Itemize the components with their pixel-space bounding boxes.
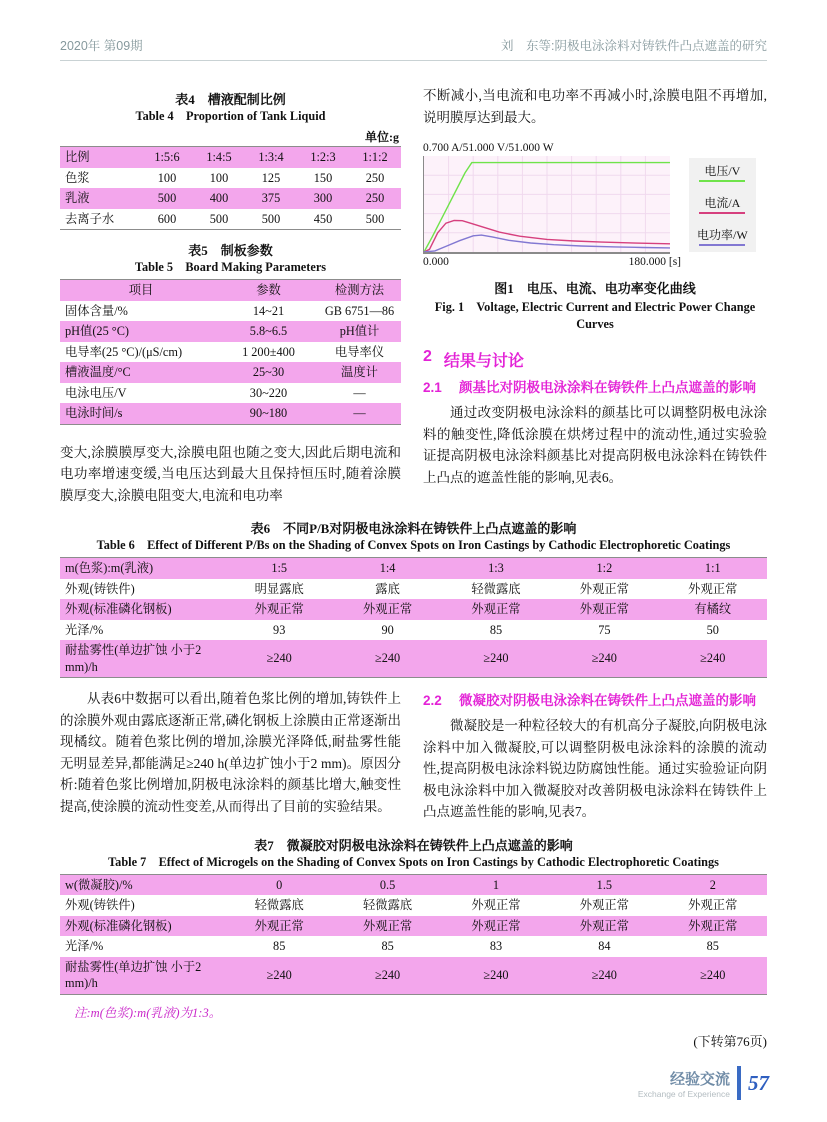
paragraph-sec22: 微凝胶是一种粒径较大的有机高分子凝胶,向阴极电泳涂料中加入微凝胶,可以调整阴极电泳涂料的涂膜的流动性,提高阴极电泳涂料锐边防腐蚀性能。通过实验验证向阴极电泳涂料中加入微凝胶对改善阴极电泳涂料在铸铁件上凸点遮盖性能的影响,见表7。 xyxy=(423,718,767,819)
cell: 250 xyxy=(365,170,385,185)
table-row xyxy=(60,321,401,342)
header-cell: 1:2:3 xyxy=(310,150,336,164)
table4-title-en: Table 4 Proportion of Tank Liquid xyxy=(135,109,326,123)
cell: 500 xyxy=(261,211,281,226)
header-cell: 项目 xyxy=(128,283,154,297)
table4-unit: 单位:g xyxy=(365,130,399,144)
cell: 耐盐雾性(单边扩蚀 小于2 mm)/h xyxy=(65,643,202,674)
figure1-caption-en: Fig. 1 Voltage, Electric Current and Electric Power Change Curves xyxy=(434,300,756,331)
right-column xyxy=(423,85,767,506)
cell: ≥240 xyxy=(483,651,509,666)
cell: 600 xyxy=(157,211,177,226)
cell: 外观正常 xyxy=(688,898,738,912)
cell: 明显露底 xyxy=(254,581,304,596)
cell: 85 xyxy=(706,939,719,953)
cell: GB 6751—86 xyxy=(324,303,395,318)
table-row xyxy=(60,579,767,600)
cell: 温度计 xyxy=(341,365,378,379)
cell: ≥240 xyxy=(483,967,509,982)
table-row xyxy=(60,895,767,916)
cell: 乳液 xyxy=(65,191,90,205)
cell: 50 xyxy=(706,622,719,637)
table6-title-en: Table 6 Effect of Different P/Bs on the Shading of Convex Spots on Iron Castings by Cathodic Electrophoretic Coatings xyxy=(96,538,731,552)
header-cell: 1:1 xyxy=(704,561,721,575)
table-row xyxy=(60,936,767,957)
table-row xyxy=(60,403,401,424)
header-cell: 1:1:2 xyxy=(362,150,388,164)
cell: 露底 xyxy=(375,581,400,596)
cell: 外观正常 xyxy=(471,602,521,616)
cell: 去离子水 xyxy=(65,211,115,226)
cell: pH值(25 °C) xyxy=(65,324,130,338)
section-2-title: 结果与讨论 xyxy=(443,353,524,370)
table-row xyxy=(60,209,401,230)
content-band-2 xyxy=(60,688,767,823)
cell: 100 xyxy=(157,170,177,185)
cell: — xyxy=(353,385,366,400)
table5 xyxy=(60,279,401,425)
table7 xyxy=(60,874,767,995)
section-2-heading xyxy=(423,348,767,371)
cell: 外观正常 xyxy=(579,898,629,912)
table6-title-cn: 表6 不同P/B对阴极电泳涂料在铸铁件上凸点遮盖的影响 xyxy=(250,521,577,536)
header-cell: 比例 xyxy=(65,150,90,164)
paragraph-right-top: 不断减小,当电流和电功率不再减小时,涂膜电阻不再增加,说明膜厚达到最大。 xyxy=(423,88,767,125)
cell: 30~220 xyxy=(249,385,288,400)
header-cell: 参数 xyxy=(256,283,281,297)
paragraph-sec21: 通过改变阴极电泳涂料的颜基比可以调整阴极电泳涂料的触变性,降低涂膜在烘烤过程中的流动性,通过实验验证提高阴极电泳涂料颜基比对提高阴极电泳涂料在铸铁件上凸点的遮盖性能的影响,见表6。 xyxy=(423,405,767,485)
legend-label: 电功率/W xyxy=(697,228,748,242)
table4-title-cn: 表4 槽液配制比例 xyxy=(175,92,286,107)
cell: 外观正常 xyxy=(688,581,738,596)
cell: 84 xyxy=(598,939,611,953)
table-header-row xyxy=(60,280,401,301)
cell: 450 xyxy=(313,211,333,226)
cell: 耐盐雾性(单边扩蚀 小于2 mm)/h xyxy=(65,959,202,990)
table-row xyxy=(60,640,767,678)
chart-x-ticks xyxy=(423,256,681,268)
table7-title-cn: 表7 微凝胶对阴极电泳涂料在铸铁件上凸点遮盖的影响 xyxy=(254,837,573,853)
section-2-2-heading xyxy=(423,690,767,711)
table5-title-cn: 表5 制板参数 xyxy=(188,243,273,258)
cell: ≥240 xyxy=(591,651,617,666)
cell: 85 xyxy=(489,622,503,637)
chart-legend xyxy=(689,158,756,252)
cell: 14~21 xyxy=(252,303,285,318)
footer-section-cn: 经验交流 xyxy=(669,1070,730,1088)
running-title: 刘 东等:阴极电泳涂料对铸铁件凸点遮盖的研究 xyxy=(501,39,767,53)
header-cell: 2 xyxy=(709,877,716,892)
page-number: 57 xyxy=(748,1070,769,1095)
cell: 500 xyxy=(365,211,385,226)
left-column xyxy=(60,85,401,506)
cell: 外观正常 xyxy=(579,918,629,933)
cell: 轻微露底 xyxy=(362,898,413,912)
legend-color-bar xyxy=(699,244,745,246)
legend-color-bar xyxy=(699,180,745,182)
legend-label: 电压/V xyxy=(704,164,741,178)
issue-info: 2020年 第09期 xyxy=(60,39,143,53)
header-cell: 1:2 xyxy=(596,561,613,575)
header-cell: 1:5:6 xyxy=(154,150,180,164)
chart-ymax-label: 0.700 A/51.000 V/51.000 W xyxy=(423,142,554,154)
cell: ≥240 xyxy=(700,651,726,666)
table-row xyxy=(60,168,401,189)
cell: 375 xyxy=(261,191,281,205)
cell: 500 xyxy=(209,211,229,226)
cell: 电导率(25 °C)/(μS/cm) xyxy=(65,344,183,359)
header-cell: 1:3 xyxy=(488,561,504,575)
figure1-caption-cn: 图1 电压、电流、电功率变化曲线 xyxy=(494,281,696,296)
section-2-1-title: 颜基比对阴极电泳涂料在铸铁件上凸点遮盖的影响 xyxy=(459,380,756,395)
cell: 5.8~6.5 xyxy=(249,324,288,338)
table-row xyxy=(60,362,401,383)
table7-note: 注:m(色浆):m(乳液)为1:3。 xyxy=(74,1005,222,1020)
cell: ≥240 xyxy=(266,967,292,982)
header-cell: 1:4:5 xyxy=(206,150,232,164)
paragraph-table6-analysis: 从表6中数据可以看出,随着色浆比例的增加,铸铁件上的涂膜外观由露底逐渐正常,磷化钢板上涂膜由正常逐渐出现橘纹。随着色浆比例的增加,涂膜光泽降低,耐盐雾性能无明显差异,都能满足≥240 h(单边扩蚀小于2 mm)。原因分析:随着色浆比例增加,阴极电泳涂料的颜基比增大,触变性提高,使涂膜的流动性变差,从而得出了目前的实验结果。 xyxy=(60,691,401,814)
cell: 有橘纹 xyxy=(694,602,732,616)
cell: 电泳电压/V xyxy=(65,385,127,400)
table-header-row xyxy=(60,558,767,579)
page-header xyxy=(60,36,767,61)
cell: 400 xyxy=(209,191,229,205)
table-row xyxy=(60,957,767,995)
cell: 光泽/% xyxy=(65,939,104,953)
cell: 125 xyxy=(261,170,281,185)
cell: 外观(标准磷化钢板) xyxy=(65,602,172,616)
cell: 外观正常 xyxy=(362,602,413,616)
table5-block xyxy=(60,242,401,425)
table-row xyxy=(60,620,767,641)
table5-title-en: Table 5 Board Making Parameters xyxy=(134,260,327,274)
cell: 色浆 xyxy=(65,170,90,185)
table-row xyxy=(60,301,401,322)
cell: 外观正常 xyxy=(579,581,629,596)
legend-item xyxy=(697,164,748,182)
header-cell: 0.5 xyxy=(379,877,396,892)
legend-item xyxy=(697,196,748,214)
table-row xyxy=(60,916,767,937)
chart-svg xyxy=(424,156,670,252)
continuation-note: (下转第76页) xyxy=(693,1033,767,1049)
legend-label: 电流/A xyxy=(704,196,741,210)
cell: 轻微露底 xyxy=(471,581,521,596)
table6-block xyxy=(60,520,767,678)
chart-wrapper xyxy=(423,142,767,268)
cell: 外观(铸铁件) xyxy=(65,898,135,912)
cell: 90~180 xyxy=(249,406,288,420)
cell: 100 xyxy=(209,170,229,185)
cell: 轻微露底 xyxy=(254,898,304,912)
table4-block xyxy=(60,91,401,230)
header-cell: 1:5 xyxy=(271,561,288,575)
legend-color-bar xyxy=(699,212,745,214)
header-cell: 检测方法 xyxy=(334,283,385,297)
legend-item xyxy=(697,228,748,246)
left-column-2 xyxy=(60,688,401,823)
cell: 83 xyxy=(489,939,503,953)
cell: 光泽/% xyxy=(65,622,104,637)
table7-block xyxy=(60,837,767,995)
header-cell: 1:4 xyxy=(379,561,396,575)
cell: 外观正常 xyxy=(471,918,521,933)
cell: 外观(标准磷化钢板) xyxy=(65,918,172,933)
cell: — xyxy=(353,406,366,420)
section-2-2-title: 微凝胶对阴极电泳涂料在铸铁件上凸点遮盖的影响 xyxy=(459,693,756,708)
x-tick-max: 180.000 [s] xyxy=(628,256,681,268)
cell: 90 xyxy=(381,622,394,637)
page-footer xyxy=(638,1066,769,1100)
cell: 外观正常 xyxy=(688,918,738,933)
table-row xyxy=(60,342,401,363)
cell: 外观正常 xyxy=(254,602,304,616)
cell: ≥240 xyxy=(591,967,617,982)
chart-plot-area xyxy=(423,156,670,254)
cell: ≥240 xyxy=(374,651,401,666)
section-2-number: 2 xyxy=(423,348,432,365)
cell: 电泳时间/s xyxy=(65,406,123,420)
cell: 外观正常 xyxy=(362,918,413,933)
cell: 75 xyxy=(598,622,611,637)
cell: 外观(铸铁件) xyxy=(65,581,135,596)
cell: 外观正常 xyxy=(254,918,304,933)
header-cell: 1 xyxy=(492,877,500,892)
header-cell: 1.5 xyxy=(596,877,613,892)
paragraph-left-mid: 变大,涂膜膜厚变大,涂膜电阻也随之变大,因此后期电流和电功率增速变缓,当电压达到最大且保持恒压时,随着涂膜膜厚变大,涂膜电阻变大,电流和电功率 xyxy=(60,444,401,503)
section-2-1-heading xyxy=(423,377,767,398)
section-2-1-number: 2.1 xyxy=(423,380,442,395)
table-header-row xyxy=(60,147,401,168)
footer-labels xyxy=(638,1068,730,1099)
cell: 外观正常 xyxy=(471,898,521,912)
cell: ≥240 xyxy=(700,967,726,982)
cell: 槽液温度/°C xyxy=(65,365,131,379)
section-2-2-number: 2.2 xyxy=(423,693,442,708)
table6 xyxy=(60,557,767,678)
header-cell: m(色浆):m(乳液) xyxy=(65,561,154,575)
x-tick-min: 0.000 xyxy=(423,256,449,268)
chart-main xyxy=(423,142,681,268)
cell: 500 xyxy=(157,191,177,205)
cell: 25~30 xyxy=(252,365,285,379)
cell: 外观正常 xyxy=(579,602,629,616)
table4 xyxy=(60,146,401,230)
table-row xyxy=(60,188,401,209)
cell: 85 xyxy=(381,939,394,953)
cell: 93 xyxy=(273,622,286,637)
header-cell: 0 xyxy=(276,877,283,892)
table7-title-en: Table 7 Effect of Microgels on the Shading of Convex Spots on Iron Castings by Cathodic Electrophoretic Coatings xyxy=(108,854,719,869)
cell: 1 200±400 xyxy=(242,344,295,359)
cell: 固体含量/% xyxy=(65,303,128,318)
cell: 250 xyxy=(365,191,385,205)
cell: 电导率仪 xyxy=(334,344,385,359)
content-band-1 xyxy=(60,85,767,506)
cell: 85 xyxy=(273,939,286,953)
cell: ≥240 xyxy=(374,967,401,982)
figure1 xyxy=(423,142,767,332)
cell: pH值计 xyxy=(339,324,380,338)
cell: 150 xyxy=(313,170,333,185)
header-cell: 1:3:4 xyxy=(258,150,284,164)
footer-divider-bar xyxy=(737,1066,741,1100)
table-row xyxy=(60,599,767,620)
table-row xyxy=(60,383,401,404)
header-cell: w(微凝胶)/% xyxy=(65,877,133,892)
table-header-row xyxy=(60,874,767,895)
footer-section-en: Exchange of Experience xyxy=(637,1088,730,1099)
cell: ≥240 xyxy=(266,651,292,666)
right-column-2 xyxy=(423,688,767,823)
cell: 300 xyxy=(313,191,333,205)
